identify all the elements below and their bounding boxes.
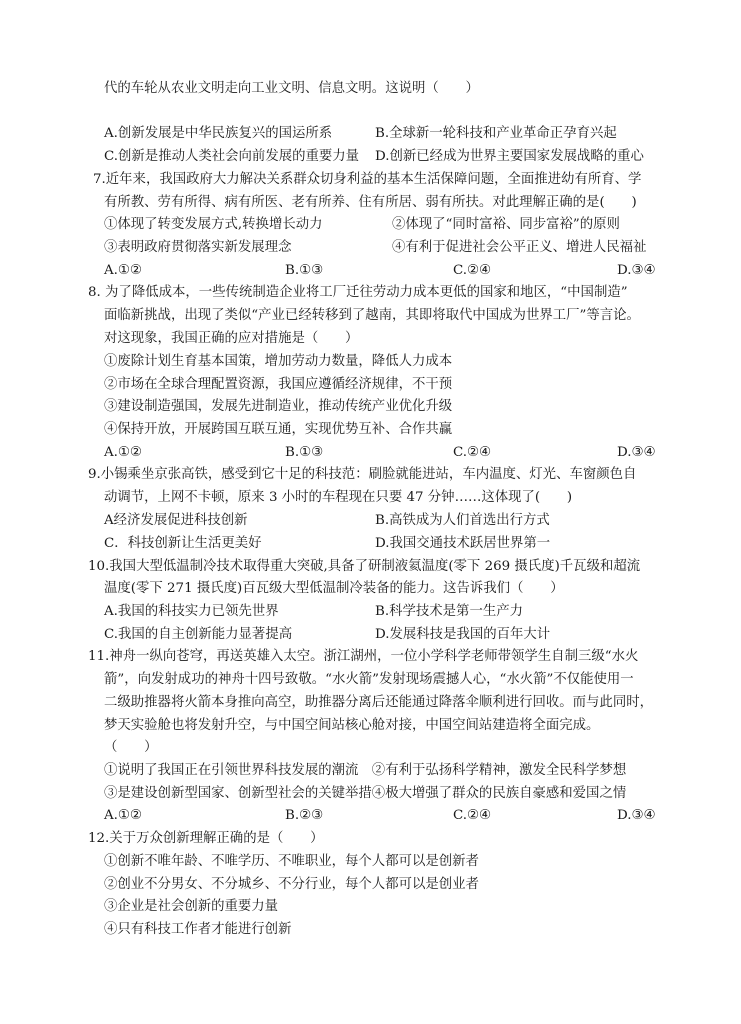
q12-item-2: ②创业不分男女、不分城乡、不分行业，每个人都可以是创业者 [104, 877, 479, 892]
q10-option-a: A.我国的科技实力已领先世界 [104, 604, 279, 619]
q7-item-3: ③表明政府贯彻落实新发展理念 [104, 240, 292, 255]
q9-option-b: B.高铁成为人们首选出行方式 [375, 513, 550, 528]
q7-choice-c: C.②④ [453, 263, 492, 278]
q9-stem-line1: 9.小锡乘坐京张高铁，感受到它十足的科技范：刷脸就能进站，车内温度、灯光、车窗颜色自 [88, 467, 637, 482]
q8-choice-a: A.①② [104, 445, 142, 460]
q11-stem-line4: 梦天实验舱也将发射升空，与中国空间站核心舱对接，中国空间站建造将全面完成。 [104, 718, 600, 733]
q6-option-c: C.创新是推动人类社会向前发展的重要力量 [104, 149, 360, 164]
q11-stem-line1: 11.神舟一纵向苍穹，再送英雄入太空。浙江湖州，一位小学科学老师带领学生自制三级“水火 [88, 649, 639, 664]
q9-option-d: D.我国交通技术跃居世界第一 [375, 536, 551, 551]
q8-item-2: ②市场在全球合理配置资源，我国应遵循经济规律，不干预 [104, 377, 453, 392]
q11-stem-line3: 二级助推器将火箭本身推向高空，助推器分离后还能通过降落伞顺利进行回收。而与此同时， [104, 695, 654, 710]
q7-stem-line2: 有所教、劳有所得、病有所医、老有所养、住有所居、弱有所扶。对此理解正确的是( ) [104, 195, 637, 210]
q7-stem-line1: 7.近年来，我国政府大力解决关系群众切身利益的基本生活保障问题，全面推进幼有所育、学 [93, 172, 642, 187]
q11-choice-b: B.②③ [285, 808, 324, 823]
q8-stem-line2: 面临新挑战，出现了类似“产业已经转移到了越南，其即将取代中国成为世界工厂”等言论。 [104, 308, 640, 323]
q10-option-c: C.我国的自主创新能力显著提高 [104, 627, 293, 642]
q11-stem-line2: 箭”，向发射成功的神舟十四号致敬。“水火箭”发射现场震撼人心，“水火箭”不仅能使用一 [104, 672, 634, 687]
q12-item-3: ③企业是社会创新的重要力量 [104, 899, 279, 914]
q8-choice-c: C.②④ [453, 445, 492, 460]
q7-choice-a: A.①② [104, 263, 142, 278]
q8-item-3: ③建设制造强国，发展先进制造业，推动传统产业优化升级 [104, 399, 453, 414]
q7-choice-d: D.③④ [617, 263, 656, 278]
q11-answer-paren: （ ） [104, 740, 158, 755]
q6-stem-end: 代的车轮从农业文明走向工业文明、信息文明。这说明（ ） [104, 81, 479, 96]
q11-choice-d: D.③④ [617, 808, 656, 823]
q6-option-b: B.全球新一轮科技和产业革命正孕育兴起 [375, 126, 617, 141]
q11-choice-c: C.②④ [453, 808, 492, 823]
q8-stem-line3: 对这现象，我国正确的应对措施是（ ） [104, 331, 359, 346]
q9-option-a: A经济发展促进科技创新 [104, 513, 248, 528]
q11-choice-a: A.①② [104, 808, 142, 823]
q7-item-4: ④有利于促进社会公平正义、增进人民福祉 [392, 240, 647, 255]
q8-choice-b: B.①③ [285, 445, 324, 460]
q10-option-d: D.发展科技是我国的百年大计 [375, 627, 551, 642]
q12-item-4: ④只有科技工作者才能进行创新 [104, 922, 292, 937]
q7-item-1: ①体现了转变发展方式,转换增长动力 [104, 217, 323, 232]
q10-stem-line1: 10.我国大型低温制冷技术取得重大突破,具备了研制液氦温度(零下 269 摄氏度)千瓦级和超流 [88, 559, 641, 574]
q6-option-d: D.创新已经成为世界主要国家发展战略的重心 [375, 149, 644, 164]
q12-item-1: ①创新不唯年龄、不唯学历、不唯职业，每个人都可以是创新者 [104, 854, 479, 869]
q11-items-1-2: ①说明了我国正在引领世界科技发展的潮流 ②有利于弘扬科学精神，激发全民科学梦想 [104, 763, 627, 778]
q11-items-3-4: ③是建设创新型国家、创新型社会的关键举措④极大增强了群众的民族自豪感和爱国之情 [104, 786, 627, 801]
q7-choice-b: B.①③ [285, 263, 324, 278]
q6-option-a: A.创新发展是中华民族复兴的国运所系 [104, 126, 333, 141]
q8-item-4: ④保持开放，开展跨国互联互通，实现优势互补、合作共赢 [104, 422, 453, 437]
q10-option-b: B.科学技术是第一生产力 [375, 604, 524, 619]
q12-stem: 12.关于万众创新理解正确的是（ ） [88, 831, 324, 846]
q10-stem-line2: 温度(零下 271 摄氏度)百瓦级大型低温制冷装备的能力。这告诉我们（ ） [104, 581, 564, 596]
q8-choice-d: D.③④ [617, 445, 656, 460]
q9-stem-line2: 动调节，上网不卡顿，原来 3 小时的车程现在只要 47 分钟……这体现了( ) [104, 490, 573, 505]
q7-item-2: ②体现了“同时富裕、同步富裕”的原则 [392, 217, 620, 232]
q9-option-c: C．科技创新让生活更美好 [104, 536, 262, 551]
q8-item-1: ①废除计划生育基本国策，增加劳动力数量，降低人力成本 [104, 354, 453, 369]
q8-stem-line1: 8. 为了降低成本，一些传统制造企业将工厂迁往劳动力成本更低的国家和地区，“中国制造” [88, 285, 628, 300]
